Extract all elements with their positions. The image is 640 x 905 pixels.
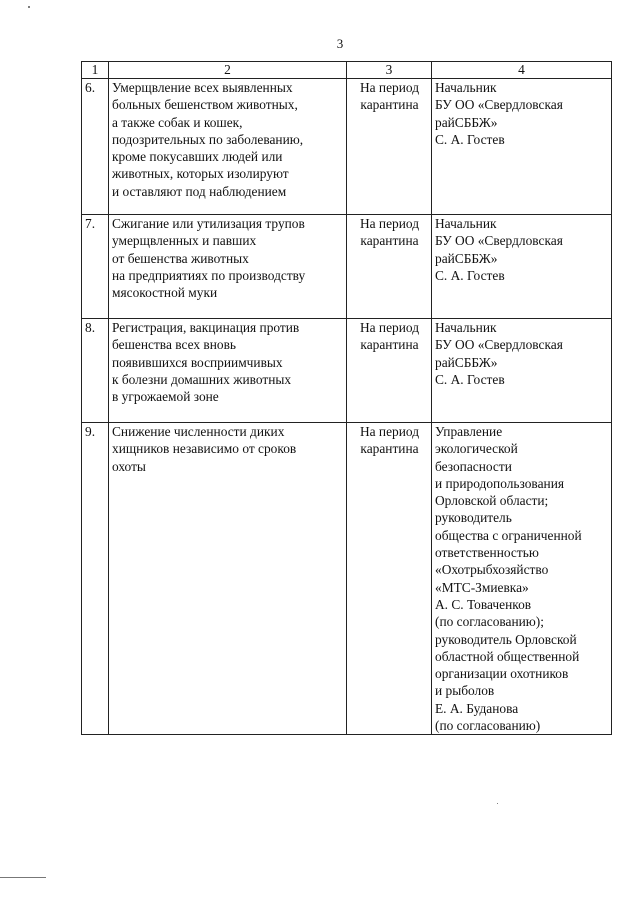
period-cell xyxy=(347,215,432,319)
measure-cell-line: Умерщвление всех выявленных xyxy=(112,80,293,95)
scan-speck xyxy=(28,6,30,8)
responsible-cell-line: райСББЖ» xyxy=(435,250,498,266)
measure-cell-line: Снижение численности диких xyxy=(112,424,285,439)
responsible-cell-line: областной общественной xyxy=(435,648,580,664)
period-cell-line: На период xyxy=(359,424,420,439)
responsible-cell-line: С. А. Гостев xyxy=(435,131,505,147)
responsible-cell-line: С. А. Гостев xyxy=(435,267,505,283)
responsible-cell-line: райСББЖ» xyxy=(435,114,498,130)
responsible-cell-line: безопасности xyxy=(435,458,512,474)
scan-edge-line xyxy=(0,877,46,878)
responsible-cell-line: Начальник xyxy=(435,80,497,95)
measures-table xyxy=(81,61,612,735)
measure-cell-line: Регистрация, вакцинация против xyxy=(112,320,300,335)
period-cell-line: На период xyxy=(359,216,420,231)
header-cell-3: 3 xyxy=(347,62,432,79)
period-cell-line: карантина xyxy=(360,337,419,353)
responsible-cell-line: Начальник xyxy=(435,320,497,335)
table-row xyxy=(82,79,612,215)
measure-cell-line: а также собак и кошек, xyxy=(112,114,243,130)
measure-cell-line: охоты xyxy=(112,458,146,474)
responsible-cell-line: «МТС-Змиевка» xyxy=(435,579,529,595)
measure-cell-line: от бешенства животных xyxy=(112,250,249,266)
header-cell-4: 4 xyxy=(432,62,612,79)
responsible-cell-line: А. С. Товаченков xyxy=(435,596,532,612)
responsible-cell-line: ответственностью xyxy=(435,545,539,561)
row-number: 9. xyxy=(82,423,109,735)
responsible-cell-line: руководитель Орловской xyxy=(435,631,577,647)
period-cell xyxy=(347,319,432,423)
measure-cell-line: на предприятиях по производству xyxy=(112,267,306,283)
responsible-cell-line: С. А. Гостев xyxy=(435,371,505,387)
responsible-cell-line: райСББЖ» xyxy=(435,354,498,370)
measure-cell xyxy=(109,423,347,735)
table-row xyxy=(82,423,612,735)
measure-cell-line: хищников независимо от сроков xyxy=(112,441,297,457)
measure-cell-line: к болезни домашних животных xyxy=(112,371,292,387)
measure-cell-line: и оставляют под наблюдением xyxy=(112,183,287,199)
responsible-cell xyxy=(432,79,612,215)
responsible-cell-line: Управление xyxy=(435,424,503,439)
measure-cell xyxy=(109,215,347,319)
responsible-cell-line: организации охотников xyxy=(435,666,569,682)
header-cell-2: 2 xyxy=(109,62,347,79)
responsible-cell xyxy=(432,215,612,319)
responsible-cell-line: и природопользования xyxy=(435,475,565,491)
scan-speck xyxy=(497,803,498,804)
row-number: 7. xyxy=(82,215,109,319)
measure-cell-line: мясокостной муки xyxy=(112,285,218,301)
row-number: 8. xyxy=(82,319,109,423)
responsible-cell-line: БУ ОО «Свердловская xyxy=(435,233,563,249)
row-number: 6. xyxy=(82,79,109,215)
page-number: 3 xyxy=(336,36,344,51)
period-cell-line: На период xyxy=(359,320,420,335)
table-body xyxy=(82,79,612,735)
period-cell-line: На период xyxy=(359,80,420,95)
header-cell-1: 1 xyxy=(82,62,109,79)
measure-cell-line: в угрожаемой зоне xyxy=(112,389,219,405)
responsible-cell xyxy=(432,423,612,735)
table-row xyxy=(82,215,612,319)
header-row xyxy=(82,62,612,79)
measure-cell-line: умерщвленных и павших xyxy=(112,233,257,249)
responsible-cell-line: БУ ОО «Свердловская xyxy=(435,337,563,353)
measure-cell xyxy=(109,79,347,215)
measure-cell xyxy=(109,319,347,423)
responsible-cell-line: БУ ОО «Свердловская xyxy=(435,97,563,113)
period-cell-line: карантина xyxy=(360,233,419,249)
responsible-cell xyxy=(432,319,612,423)
measure-cell-line: кроме покусавших людей или xyxy=(112,149,283,165)
table-row xyxy=(82,319,612,423)
responsible-cell-line: (по согласованию); xyxy=(435,614,544,630)
period-cell xyxy=(347,423,432,735)
responsible-cell-line: общества с ограниченной xyxy=(435,527,582,543)
period-cell-line: карантина xyxy=(360,441,419,457)
period-cell-line: карантина xyxy=(360,97,419,113)
measure-cell-line: больных бешенством животных, xyxy=(112,97,298,113)
measure-cell-line: появившихся восприимчивых xyxy=(112,354,283,370)
measure-cell-line: подозрительных по заболеванию, xyxy=(112,131,304,147)
measure-cell-line: животных, которых изолируют xyxy=(112,166,289,182)
period-cell xyxy=(347,79,432,215)
responsible-cell-line: Орловской области; xyxy=(435,493,549,509)
responsible-cell-line: руководитель xyxy=(435,510,512,526)
measure-cell-line: бешенства всех вновь xyxy=(112,337,237,353)
responsible-cell-line: Е. А. Буданова xyxy=(435,700,519,716)
responsible-cell-line: Начальник xyxy=(435,216,497,231)
responsible-cell-line: экологической xyxy=(435,441,518,457)
measure-cell-line: Сжигание или утилизация трупов xyxy=(112,216,305,231)
responsible-cell-line: (по согласованию) xyxy=(435,718,541,734)
responsible-cell-line: «Охотрыбхозяйство xyxy=(435,562,549,578)
responsible-cell-line: и рыболов xyxy=(435,683,495,699)
